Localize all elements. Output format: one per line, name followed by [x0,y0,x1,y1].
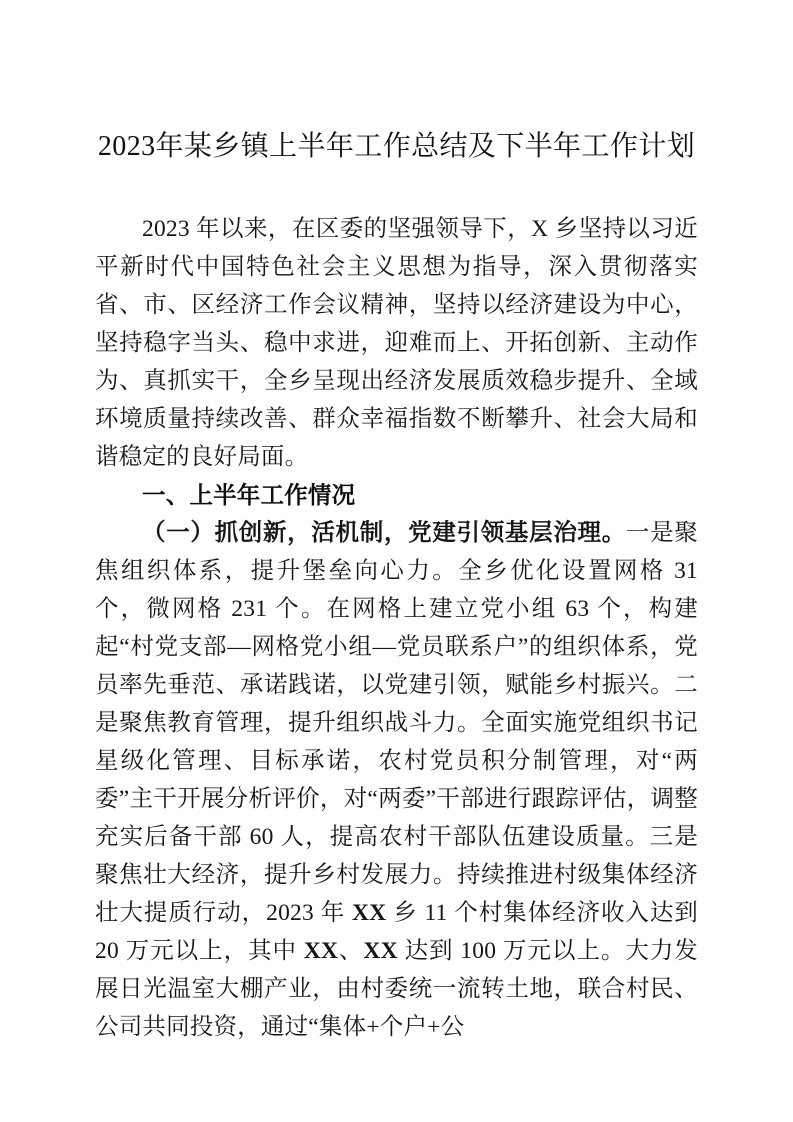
title-spacer [95,174,698,210]
subsection-body-part3: 、 [338,938,364,964]
bold-placeholder-token-3: XX [363,938,398,964]
subsection-body-part4: 达到 100 万元以上。大力发展日光温室大棚产业，由村委统一流转土地，联合村民、公司共同投资，通过“集体+个户+公 [95,938,698,1040]
section-heading-work-situation: 一、上半年工作情况 [142,482,356,508]
subsection-body-part1: 一是聚焦组织体系，提升堡垒向心力。全乡优化设置网格 31 个，微网格 231 个。在网格上建立党小组 63 个，构建起“村党支部—网格党小组—党员联系户”的组织体系，党员率先垂范、承诺践诺，以党建引领，赋能乡村振兴。二是聚焦教育管理，提升组织战斗力。全面实施党组织书记星级化管理、目标承诺，农村党员积分制管理，对“两委”主干开展分析评价，对“两委”干部进行跟踪评估，调整充实后备干部 60 人，提高农村干部队伍建设质量。三是聚焦壮大经济，提升乡村发展力。持续推进村级集体经济壮大提质行动，2023 年 [95,520,698,926]
subsection-body-part2: 乡 11 个村集体经济收入达到 20 万元以上，其中 [95,900,699,964]
bold-placeholder-token-2: XX [303,938,339,964]
bold-placeholder-token-1: XX [352,900,387,926]
intro-paragraph: 2023 年以来，在区委的坚强领导下，X 乡坚持以习近平新时代中国特色社会主义思想为指导，深入贯彻落实省、市、区经济工作会议精神，坚持以经济建设为中心，坚持稳字当头、稳中求进，迎难而上、开拓创新、主动作为、真抓实干，全乡呈现出经济发展质效稳步提升、全域环境质量持续改善、群众幸福指数不断攀升、社会大局和谐稳定的良好局面。 [95,216,698,470]
page-title: 2023年某乡镇上半年工作总结及下半年工作计划 [97,131,696,162]
document-content [95,0,698,1046]
subsection-paragraph-party-building [95,514,698,1046]
subsection-heading-label: （一）抓创新，活机制，党建引领基层治理。 [142,520,626,546]
